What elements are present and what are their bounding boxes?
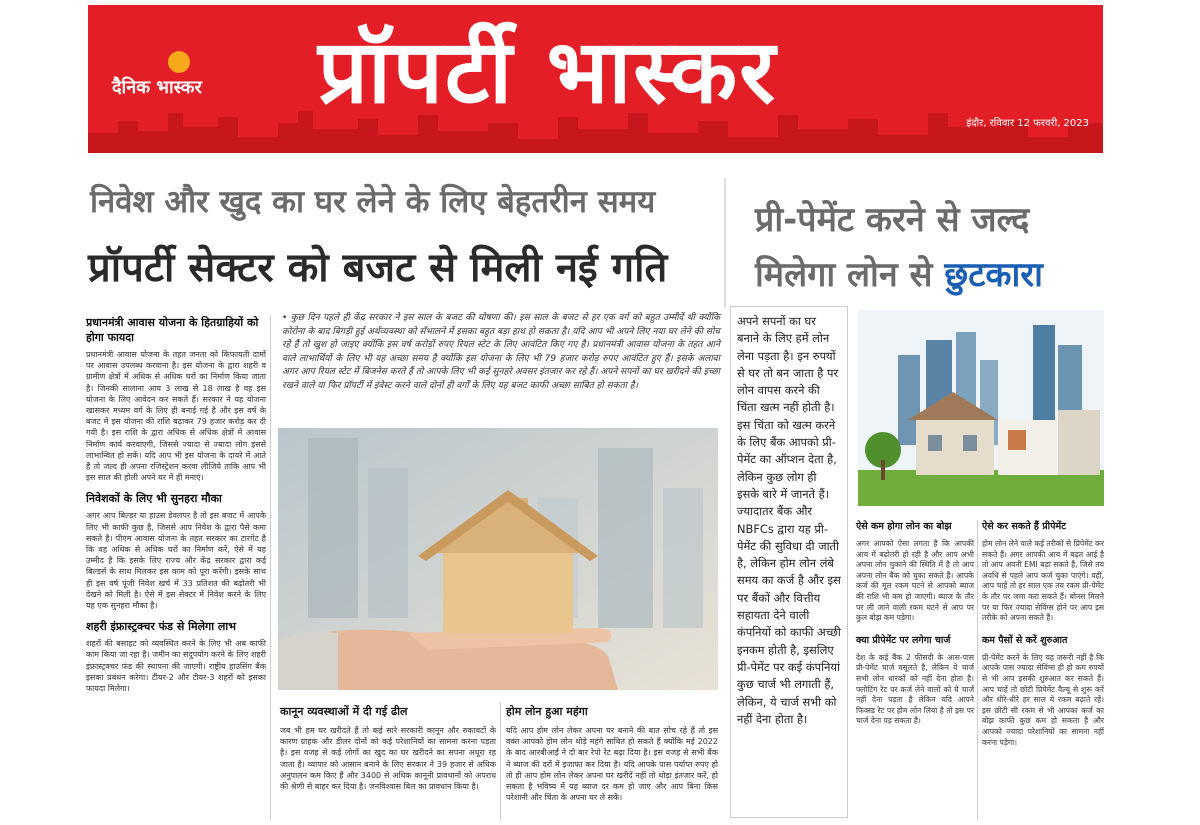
section-body: होम लोन लेने वाले कई तरीकों से प्रिपेमेंट कर सकते हैं। अगर आपकी आय में बढ़त आई है तो आप अपनी EMI बढ़ा सकते हैं, जिसे तय अवधि से पहले आप कर्ज चुका पाएंगे। वहीं, आप चाहें तो हर साल एक तय रकम प्री-पेमेंट के तौर पर जमा करा सकते हैं। बोनस मिलने पर या फिर ज्यादा सेविंग्स होने पर आप इस तरीके को अपना सकते हैं। <box>982 539 1104 623</box>
brand-logo: दैनिक भास्कर <box>112 77 202 98</box>
section-title: निवेशकों के लिए भी सुनहरा मौका <box>86 492 222 506</box>
highlight-column <box>730 306 848 818</box>
highlight-text: अपने सपनों का घर बनाने के लिए हमें लोन लेना पड़ता है। इन रुपयों से घर तो बन जाता है पर लोन वापस करने की चिंता खत्म नहीं होती है। इस चिंता को खत्म करने के लिए बैंक आपको प्री-पेमेंट का ऑप्शन देता है, लेकिन कुछ लोग ही इसके बारे में जानते हैं। ज्यादातर बैंक और NBFCs द्वारा यह प्री-पेमेंट की सुविधा दी जाती है, लेकिन होम लोन लंबे समय का कर्ज है और इस पर बैंकों और वित्तीय सहायता देने वाली कंपनियों को काफी अच्छी इनकम होती है, इसलिए प्री-पेमेंट पर कई कंपनियां कुछ चार्ज भी लगाती हैं, लेकिन, ये चार्ज सभी को नहीं देना होता है। <box>737 314 841 726</box>
house-in-hand-photo <box>278 428 718 690</box>
section-body: शहरों की बसाहट को व्यवस्थित करने के लिए भी अब काफी काम किया जा रहा है। जमीन का सदुपयोग करने के लिए शहरी इंफ्रास्ट्रक्चर फंड की स्थापना की जाएगी। राष्ट्रीय हाउसिंग बैंक इसका प्रबंधन करेगा। टीयर-2 और टीयर-3 शहरों को इसका फायदा मिलेगा। <box>86 639 266 694</box>
section-title: शहरी इंफ्रास्ट्रक्चर फंड से मिलेगा लाभ <box>86 620 236 634</box>
side-headline-part: मिलेगा लोन से <box>755 255 945 295</box>
column-divider <box>500 702 501 820</box>
section-body: जब भी हम घर खरीदते हैं तो कई सारे सरकारी कानून और रुकावटों के कारण ग्राहक और डीलर दोनों को कई परेशानियों का सामना करना पड़ता है। इस वजह से कई लोगों का खुद का घर खरीदने का सपना अधूरा रह जाता है। व्यापार को आसान बनाने के लिए सरकार ने 39 हजार से अधिक अनुपालन कम किए हैं और 3400 से अधिक कानूनी प्रावधानों को अपराध की श्रेणी से बाहर कर दिया है। जनविश्वास बिल का प्रावधान किया है। <box>280 726 496 792</box>
left-column <box>86 315 266 694</box>
section-body: प्रधानमंत्री आवास योजना के तहत जनता को किफायती दामों पर आवास उपलब्ध करवाना है। इस योजना के द्वारा शहरी व ग्रामीण क्षेत्रों में अधिक से अधिक घरों का निर्माण किया जाता है। जिनकी सालाना आय 3 लाख से 18 लाख है वह इस योजना के लिए आवेदन कर सकते हैं। सरकार ने यह योजना खासकर मध्यम वर्ग के लिए ही बनाई गई है और इस वर्ष के बजट में इस योजना की राशि बढ़ाकर 79 हजार करोड़ कर दी गयी है। इस राशि के द्वारा अधिक से अधिक क्षेत्रों में आवास निर्माण कार्य करवाएगी, जिससे ज्यादा से ज्यादा लोग इससे लाभान्वित हो सकें। यदि आप भी इस योजना के दायरे में आते हैं तो जल्द ही अपना रजिस्ट्रेशन करवा लीजिये ताकि आप भी इस साल की होली अपने घर में ही मनाएं। <box>86 350 266 483</box>
brand-sun-icon <box>168 51 190 73</box>
column-divider <box>977 520 978 820</box>
section-body: अगर आपको ऐसा लगता है कि आपकी आय में बढ़ोतरी हो रही है और आप अभी अपना लोन चुकाने की स्थिति में है तो आप अपना लोन बैंक को चुका सकते हैं। आपके कर्ज की मूल रकम घटने से आपको ब्याज की राशि भी कम हो जाएगी। ब्याज के तौर पर ली जाने वाली रकम घटने से आप पर कुल बोझ कम पड़ेगा। <box>856 539 974 623</box>
section-title: प्रधानमंत्री आवास योजना के हितग्राहियों को होगा फायदा <box>86 316 259 344</box>
masthead <box>88 5 1103 153</box>
section-title: होम लोन हुआ महंगा <box>506 705 588 718</box>
kicker-headline: निवेश और खुद का घर लेने के लिए बेहतरीन समय <box>90 184 656 220</box>
main-headline: प्रॉपर्टी सेक्टर को बजट से मिली नई गति <box>88 245 668 291</box>
side-headline-accent: छुटकारा <box>944 255 1043 295</box>
masthead-title: प्रॉपर्टी भास्कर <box>318 20 778 123</box>
section-body: देश के कई बैंक 2 फीसदी के आस-पास प्री-पेमेंट चार्ज वसूलते है, लेकिन ये चार्ज सभी लोन धारकों को नहीं देना होता है। फ्लोटिंग रेट पर कर्ज लेने वालों को ये चार्ज नहीं देना पड़ता है लेकिन यदि आपने फिक्स्ड रेट पर होम लोन लिया है तो इस पर चार्ज देना पड़ सकता है। <box>856 652 974 726</box>
section-title: कम पैसों से करें शुरुआत <box>982 634 1068 646</box>
section-body: अगर आप बिल्डर या हाउस डेवलपर है तो इस बजट में आपके लिए भी काफी कुछ है, जिससे आप निवेश के द्वारा पैसे कमा सकते है। पीएम आवास योजना के तहत सरकार का टारगेट है कि वह अधिक से अधिक घरों का निर्माण करें, ऐसे में यह उम्मीद है कि इसके लिए राज्य और केंद्र सरकार द्वारा कई बिल्डर्स के साथ मिलकर इस काम को पूरा करेंगी। इसके साथ ही इस वर्ष पूंजी निवेश खर्च में 33 प्रतिशत की बढ़ोतरी भी देखने को मिली है। ऐसे में इस सेक्टर में निवेश करने के लिए यह एक सुनहरा मौका है। <box>86 511 266 611</box>
intro-paragraph: • कुछ दिन पहले ही केंद्र सरकार ने इस साल के बजट की घोषणा की। इस साल के बजट से हर एक वर्ग को बहुत उम्मीदें थी क्योंकि कोरोना के बाद बिगड़ी हुई अर्थव्यवस्था को सँभालने में इसका बहुत बड़ा हाथ हो सकता है। यदि आप भी अपने लिए नया घर लेने की सोच रहे हैं तो खुश हो जाइए क्योंकि इस वर्ष करोड़ों रुपए रियल स्टेट के लिए आवंटित किए गए है। प्रधानमंत्री आवास योजना के तहत आने वाले लाभार्थियों के लिए भी यह अच्छा समय है क्योंकि इस योजना के लिए भी 79 हजार करोड़ रुपए आवंटित हुए हैं। इसके अलावा अगर आप रियल स्टेट में बिजनेस करते हैं तो आपके लिए भी कई सुनहरे अवसर इंतजार कर रहे हैं। अपने सपनों का घर खरीदने की इच्छा रखने वाले या फिर प्रॉपर्टी में इंवेस्ट करने वाले दोनों ही वर्गों के लिए यह बजट काफी अच्छा साबित हो सकता है। <box>282 313 720 391</box>
right-column-1 <box>856 520 974 727</box>
side-headline-line1: प्री-पेमेंट करने से जल्द <box>755 200 1030 240</box>
section-title: ऐसे कम होगा लोन का बोझ <box>856 521 952 532</box>
section-title: कानून व्यवस्थाओं में दी गई ढील <box>280 705 408 718</box>
houses-skyline-photo <box>858 310 1104 506</box>
section-title: ऐसे कर सकते हैं प्रीपेमेंट <box>982 521 1066 532</box>
side-headline-line2 <box>755 250 1043 296</box>
section-title: क्या प्रीपेमेंट पर लगेगा चार्ज <box>856 634 951 646</box>
edition-date: इंदौर, रविवार 12 फरवरी, 2023 <box>966 118 1089 129</box>
right-column-2 <box>982 520 1104 748</box>
column-divider <box>270 315 271 820</box>
section-body: प्री-पेमेंट करने के लिए यह जरूरी नहीं है कि आपके पास ज्यादा सेविंग्स ही हो कम रुपयों से भी आप इसकी शुरुआत कर सकते हैं। आप चाहें तो छोटी प्रिपेमेंट वैल्यू से शुरू करें और धीरे-धीरे हर साल ये रकम बढ़ाते रहें। इस छोटी सी रकम से भी आपका कर्ज का बोझ काफी कुछ कम हो सकता है और आपको ज्यादा परेशानियों का सामना नहीं करना पड़ेगा। <box>982 652 1104 747</box>
divider <box>724 178 726 308</box>
section-body: यदि आप होम लोन लेकर अपना घर बनाने की बात सोच रहे हैं तो इस वक्त आपको होम लोन थोड़े महंगे साबित हो सकते हैं क्योंकि मई 2022 के बाद आरबीआई ने दो बार रेपो रेट बढ़ा दिया है। इस वजह से सभी बैंक ने ब्याज की दरों में इजाफा कर दिया है। यदि आपके पास पर्याप्त रुपए हो तो ही आप होम लोन लेकर अपना घर खरीदें नहीं तो थोड़ा इंतजार करें, हो सकता है भविष्य में यह ब्याज दर कम हो जाए और आप बिना किस परेशानी और चिंता के अपना घर ले सकें। <box>506 726 718 803</box>
